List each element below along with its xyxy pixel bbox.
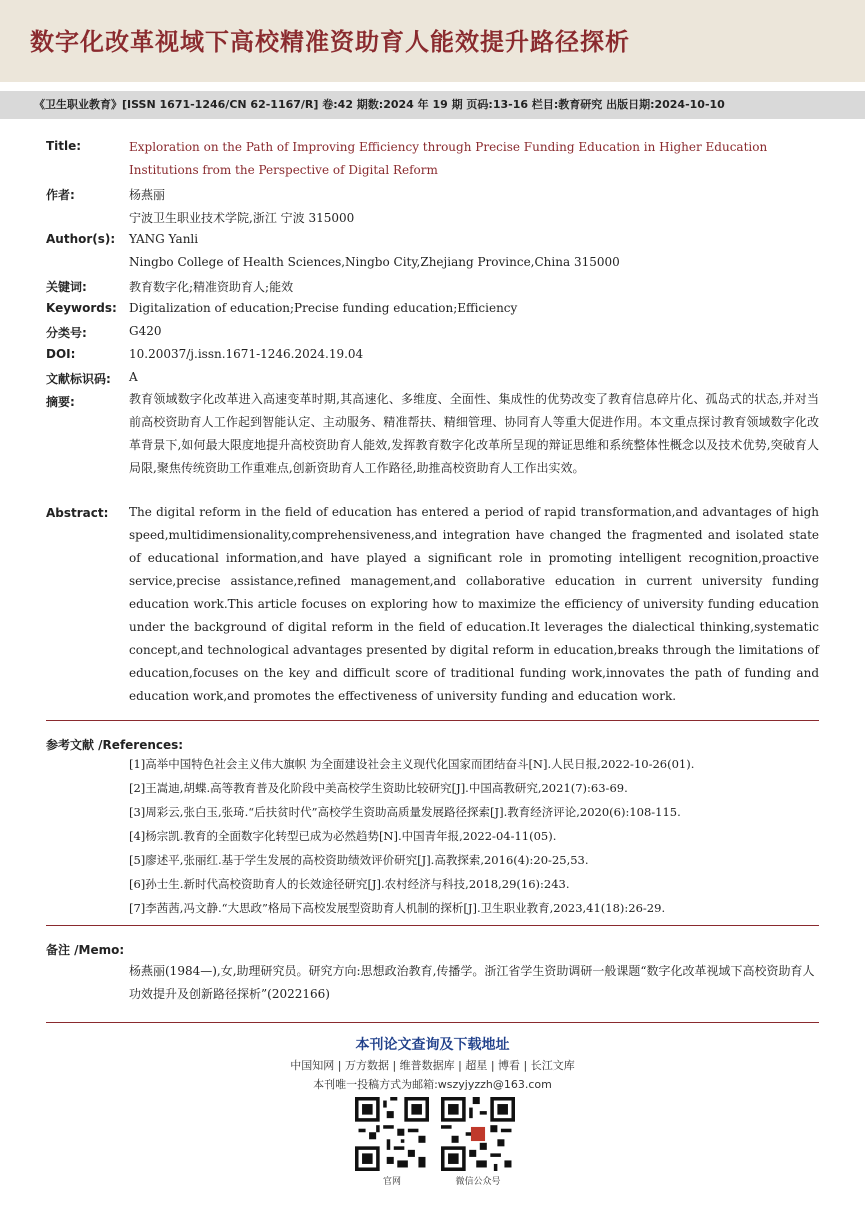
divider [46,720,819,721]
affiliation-en: Ningbo College of Health Sciences,Ningbo City,Zhejiang Province,China 315000 [129,255,620,269]
class-label: 分类号: [46,326,87,340]
memo-label: 备注 /Memo: [46,943,125,957]
qr-code-wechat[interactable] [441,1097,515,1171]
references-label: 参考文献 /References: [46,738,184,752]
footer-databases: 中国知网 | 万方数据 | 维普数据库 | 超星 | 博看 | 长江文库 [290,1059,575,1072]
author-label: 作者: [46,188,75,202]
reference-item: [7]李茜茜,冯文静.“大思政”格局下高校发展型资助育人机制的探析[J].卫生职业教育,2023,41(18):26-29. [129,901,666,915]
divider [46,1022,819,1023]
title-en: Exploration on the Path of Improving Efficiency through Precise Funding Education in Higher Education Institutions from the Perspective of Digital Reform [129,140,768,177]
title-label: Title: [46,139,82,153]
reference-item: [1]高举中国特色社会主义伟大旗帜 为全面建设社会主义现代化国家而团结奋斗[N].人民日报,2022-10-26(01). [129,757,695,771]
journal-meta-text: 《卫生职业教育》[ISSN 1671-1246/CN 62-1167/R] 卷:42 期数:2024 年 19 期 页码:13-16 栏目:教育研究 出版日期:2024-10-10 [34,98,725,111]
author-en-label: Author(s): [46,232,116,246]
reference-item: [3]周彩云,张白玉,张琦.“后扶贫时代”高校学生资助高质量发展路径探索[J].教育经济评论,2020(6):108-115. [129,805,681,819]
doc-code-value: A [129,370,138,384]
journal-meta-bar [0,91,865,119]
doc-code-label: 文献标识码: [46,372,111,386]
abstract-cn: 教育领域数字化改革进入高速变革时期,其高速化、多维度、全面性、集成性的优势改变了教育信息碎片化、孤岛式的状态,并对当前高校资助育人工作起到智能认定、主动服务、精准帮扶、精细管理、协同育人等重大促进作用。本文重点探讨教育领域数字化改革背景下,如何最大限度地提升高校资助育人能效,发挥教育数字化改革所呈现的辩证思维和系统整体性概念以及技术优势,突破育人局限,聚焦传统资助工作重难点,创新资助育人工作路径,助推高校资助育人工作出实效。 [129,392,819,475]
keywords-cn-label: 关键词: [46,280,87,294]
abstract-en: The digital reform in the field of education has entered a period of rapid transformation,and advantages of high speed,multidimensionality,comprehensiveness,and integration have changed the fragmented and isolated state of educational information,and have played a significant role in promoting intelligent recognition,proactive service,precise assistance,refined management,and collaborative education in current university funding education work.This article focuses on exploring how to maximize the efficiency of university funding education under the background of digital reform in the field of education.It leverages the dialectical thinking,systematic concept,and technological advantages presented by digital reform in education,breaks through the limitations of education,focuses on the key and difficult score of traditional funding work,innovates the path of funding and education work,and promotes the effectiveness of university funding and education work. [129,505,819,703]
keywords-en: Digitalization of education;Precise funding education;Efficiency [129,301,518,315]
abstract-cn-label: 摘要: [46,395,75,409]
title-banner [0,0,865,82]
class-value: G420 [129,324,162,338]
abstract-en-label: Abstract: [46,506,109,520]
reference-item: [6]孙士生.新时代高校资助育人的长效途径研究[J].农村经济与科技,2018,29(16):243. [129,877,570,891]
footer-title: 本刊论文查询及下载地址 [355,1037,510,1053]
divider [46,925,819,926]
author-en: YANG Yanli [129,232,199,246]
footer-email: 本刊唯一投稿方式为邮箱:wszyjyzzh@163.com [313,1078,552,1091]
reference-item: [2]王嵩迪,胡蝶.高等教育普及化阶段中美高校学生资助比较研究[J].中国高教研究,2021(7):63-69. [129,781,628,795]
reference-item: [4]杨宗凯.教育的全面数字化转型已成为必然趋势[N].中国青年报,2022-04-11(05). [129,829,557,843]
page-title: 数字化改革视域下高校精准资助育人能效提升路径探析 [30,28,630,56]
doi-value[interactable]: 10.20037/j.issn.1671-1246.2024.19.04 [129,347,364,361]
doi-label: DOI: [46,347,76,361]
qr-caption-website: 官网 [382,1177,401,1187]
reference-item: [5]廖述平,张丽红.基于学生发展的高校资助绩效评价研究[J].高教探索,2016(4):20-25,53. [129,853,589,867]
keywords-cn: 教育数字化;精准资助育人;能效 [129,280,294,294]
memo-text: 杨燕丽(1984—),女,助理研究员。研究方向:思想政治教育,传播学。浙江省学生资助调研一般课题“数字化改革视域下高校资助育人功效提升及创新路径探析”(2022166) [129,964,815,1001]
qr-caption-wechat: 微信公众号 [455,1177,501,1187]
keywords-en-label: Keywords: [46,301,117,315]
author-cn: 杨燕丽 [129,188,166,202]
qr-code-website[interactable] [355,1097,429,1171]
affiliation-cn: 宁波卫生职业技术学院,浙江 宁波 315000 [129,211,355,225]
